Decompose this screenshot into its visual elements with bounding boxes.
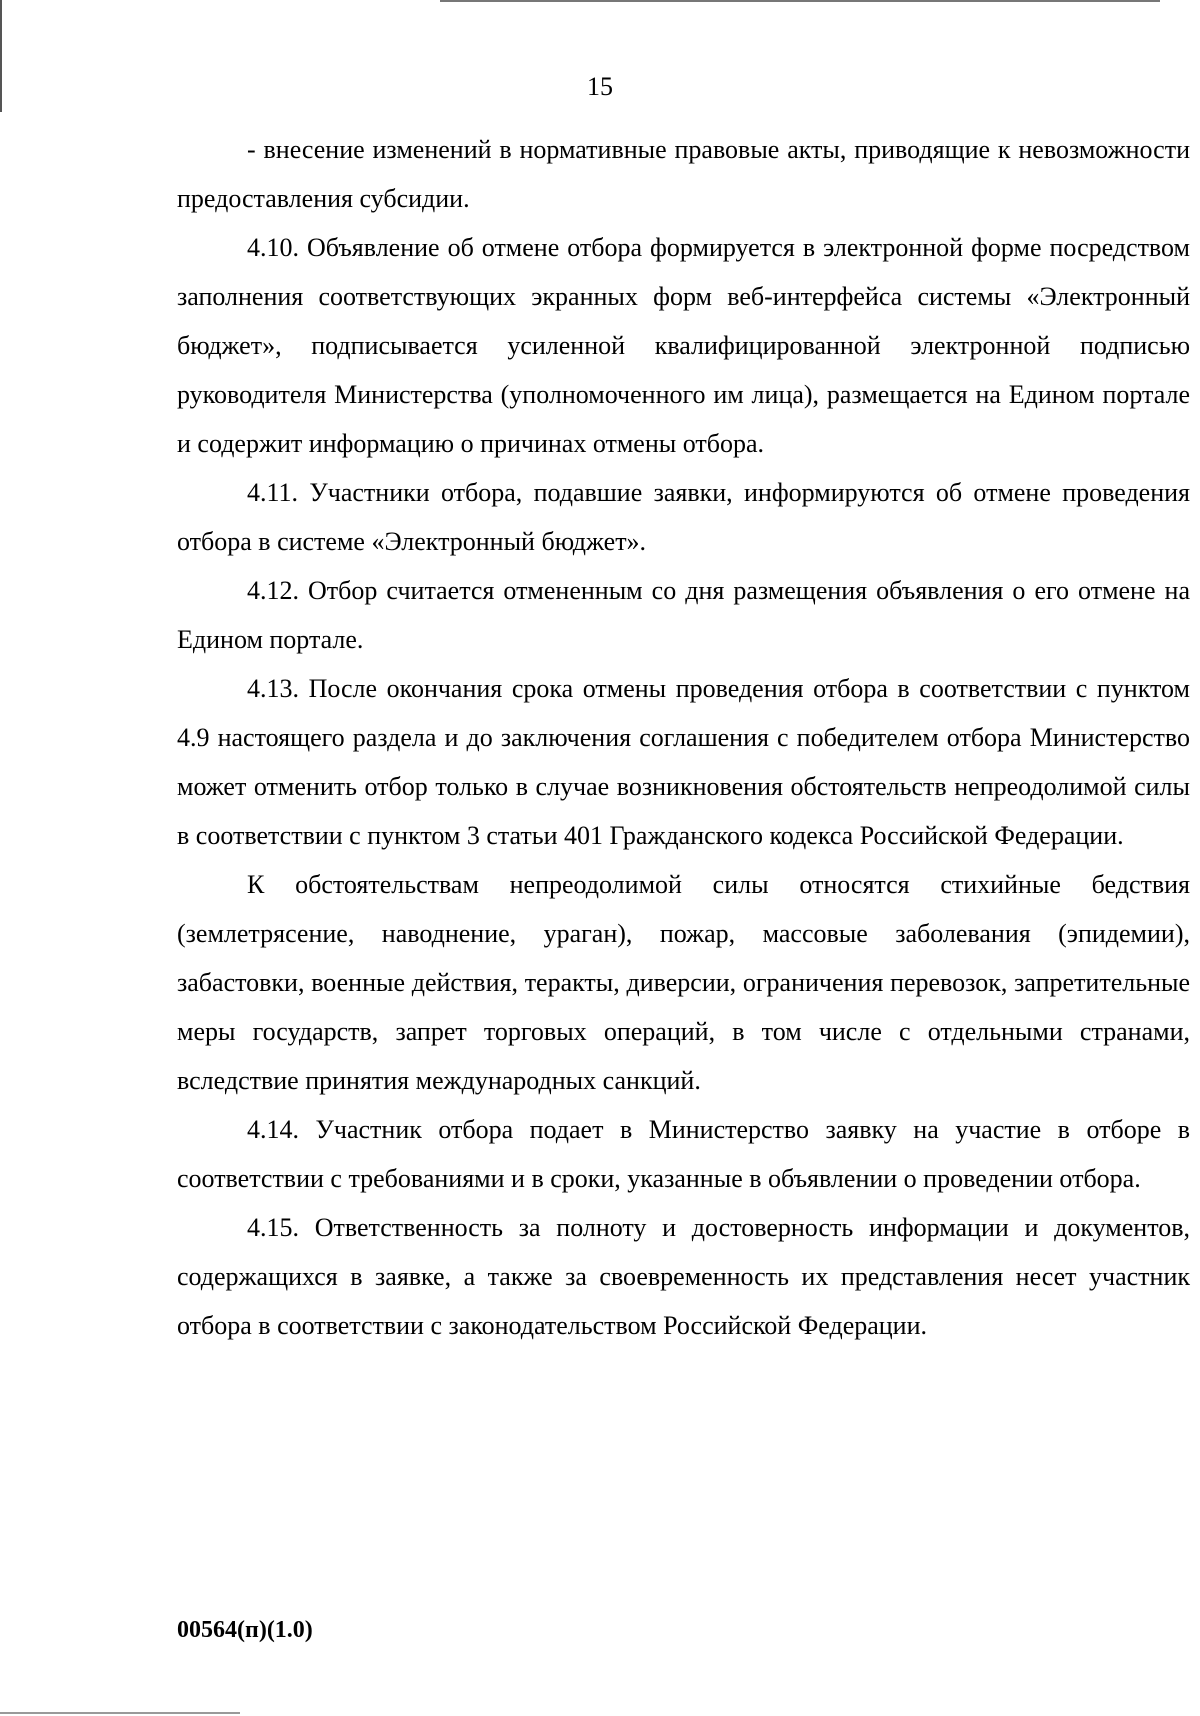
page-number: 15 [587, 72, 613, 101]
document-body [177, 125, 1190, 1350]
paragraph-4-10: 4.10. Объявление об отмене отбора формируется в электронной форме посредством заполнения соответствующих экранных форм веб-интерфейса системы «Электронный бюджет», подписывается усиленной квалифицированной электронной подписью руководителя Министерства (уполномоченного им лица), размещается на Едином портале и содержит информацию о причинах отмены отбора. [177, 233, 1190, 458]
paragraph-4-15: 4.15. Ответственность за полноту и достоверность информации и документов, содержащихся в заявке, а также за своевременность их представления несет участник отбора в соответствии с законодательством Российской Федерации. [177, 1213, 1190, 1340]
paragraph-force-majeure: К обстоятельствам непреодолимой силы относятся стихийные бедствия (землетрясение, наводнение, ураган), пожар, массовые заболевания (эпидемии), забастовки, военные действия, теракты, диверсии, ограничения перевозок, запретительные меры государств, запрет торговых операций, в том числе с отдельными странами, вследствие принятия международных санкций. [177, 870, 1190, 1095]
document-code: 00564(п)(1.0) [177, 1617, 313, 1643]
paragraph-4-12: 4.12. Отбор считается отмененным со дня размещения объявления о его отмене на Едином портале. [177, 576, 1190, 654]
paragraph-4-11: 4.11. Участники отбора, подавшие заявки, информируются об отмене проведения отбора в системе «Электронный бюджет». [177, 478, 1190, 556]
scan-edge-bottom [0, 1712, 240, 1714]
scan-edge-top [440, 0, 1160, 2]
paragraph-4-13: 4.13. После окончания срока отмены проведения отбора в соответствии с пунктом 4.9 настоящего раздела и до заключения соглашения с победителем отбора Министерство может отменить отбор только в случае возникновения обстоятельств непреодолимой силы в соответствии с пунктом 3 статьи 401 Гражданского кодекса Российской Федерации. [177, 674, 1190, 850]
paragraph-4-14: 4.14. Участник отбора подает в Министерство заявку на участие в отборе в соответствии с требованиями и в сроки, указанные в объявлении о проведении отбора. [177, 1115, 1190, 1193]
paragraph-amendments-clause: - внесение изменений в нормативные правовые акты, приводящие к невозможности предоставления субсидии. [177, 135, 1190, 213]
